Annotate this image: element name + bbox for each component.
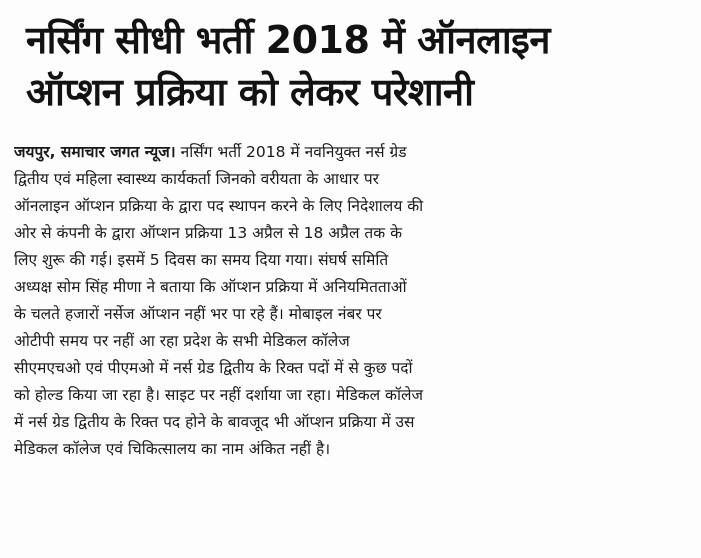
body-line-12: मेडिकल कॉलेज एवं चिकित्सालय का नाम अंकित नहीं है। [14, 440, 331, 458]
dateline: जयपुर, समाचार जगत न्यूज। [14, 143, 176, 161]
body-line-1-text: नर्सिंग भर्ती 2018 में नवनियुक्त नर्स ग्रेड [180, 143, 407, 161]
body-line-9: सीएमएचओ एवं पीएमओ में नर्स ग्रेड द्वितीय के रिक्त पदों में से कुछ पदों [14, 359, 413, 377]
headline-line-2: ऑप्शन प्रक्रिया को लेकर परेशानी [26, 70, 474, 114]
body-line-10: को होल्ड किया जा रहा है। साइट पर नहीं दर्शाया जा रहा। मेडिकल कॉलेज [14, 386, 423, 404]
body-line-11: में नर्स ग्रेड द्वितीय के रिक्त पद होने के बावजूद भी ऑप्शन प्रक्रिया में उस [14, 413, 415, 431]
body-line-6: अध्यक्ष सोम सिंह मीणा ने बताया कि ऑप्शन प्रक्रिया में अनियमितताओं [14, 278, 407, 296]
headline-line-1: नर्सिंग सीधी भर्ती 2018 में ऑनलाइन [26, 18, 550, 62]
body-line-4: ओर से कंपनी के द्वारा ऑप्शन प्रक्रिया 13 अप्रैल से 18 अप्रैल तक के [14, 224, 402, 242]
body-line-2: द्वितीय एवं महिला स्वास्थ्य कार्यकर्ता जिनको वरीयता के आधार पर [14, 170, 379, 188]
body-line-5: लिए शुरू की गई। इसमें 5 दिवस का समय दिया गया। संघर्ष समिति [14, 251, 389, 269]
body-line-8: ओटीपी समय पर नहीं आ रहा प्रदेश के सभी मेडिकल कॉलेज [14, 332, 350, 350]
body-line-3: ऑनलाइन ऑप्शन प्रक्रिया के द्वारा पद स्थापन करने के लिए निदेशालय की [14, 197, 424, 215]
body-line-7: के चलते हजारों नर्सेज ऑप्शन नहीं भर पा रहे हैं। मोबाइल नंबर पर [14, 305, 382, 323]
body-line-1 [14, 139, 678, 166]
headline [26, 14, 686, 118]
article-body [14, 139, 678, 463]
